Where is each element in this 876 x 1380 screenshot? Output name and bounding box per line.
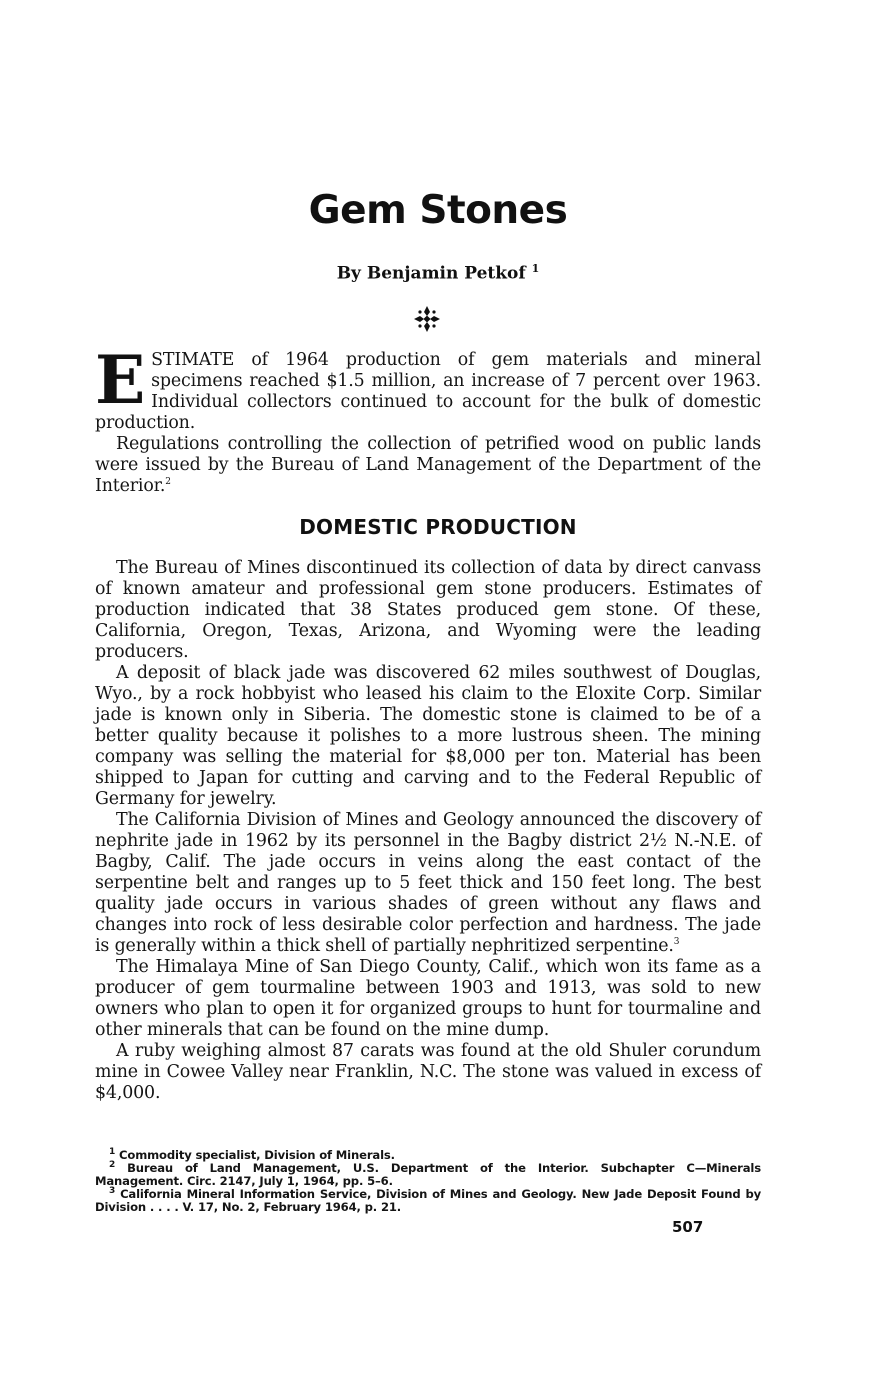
intro-section (95, 341, 761, 497)
body-paragraph-3 (95, 810, 761, 957)
section-heading: DOMESTIC PRODUCTION (299, 515, 577, 539)
cross-ornament-icon (414, 306, 440, 332)
body-paragraph-4: The Himalaya Mine of San Diego County, Calif., which won its fame as a producer of gem tourmaline between 1903 and 1913, was sold to new owners who plan to open it for organized groups to hunt for tourmaline and other minerals that can be found on the mine dump. (95, 957, 761, 1040)
byline (0, 262, 876, 284)
intro-paragraph-1-text: STIMATE of 1964 production of gem materials and mineral specimens reached $1.5 million, an increase of 7 percent over 1963. Individual collectors continued to account for the bulk of domestic production. (95, 350, 761, 433)
page-number: 507 (672, 1218, 704, 1236)
footnote-number: 2 (109, 1160, 116, 1171)
body-paragraph-3-text: The California Division of Mines and Geology announced the discovery of nephrite jade in 1962 by its personnel in the Bagby district 2½ N.-N.E. of Bagby, Calif. The jade occurs in veins along the east contact of the serpentine belt and ranges up to 5 feet thick and 150 feet long. The best quality jade occurs in various shades of green without any flaws and changes into rock of less desirable color perfection and hardness. The jade is generally within a thick shell of partially nephritized serpentine. (95, 810, 761, 956)
intro-paragraph-1 (95, 341, 761, 434)
footnote-text: Bureau of Land Management, U.S. Department of the Interior. Subchapter C—Minerals Management. Circ. 2147, July 1, 1964, pp. 5–6. (95, 1161, 761, 1188)
footnote-marker-3: 3 (673, 937, 680, 948)
footnote-number: 3 (109, 1186, 116, 1197)
article-title: Gem Stones (308, 188, 568, 233)
byline-footnote-marker: 1 (531, 262, 540, 275)
drop-cap: E (95, 341, 146, 419)
body-paragraph-2: A deposit of black jade was discovered 62 miles southwest of Douglas, Wyo., by a rock hobbyist who leased his claim to the Eloxite Corp. Similar jade is known only in Siberia. The domestic stone is claimed to be of a better quality because it polishes to a more lustrous sheen. The mining company was selling the material for $8,000 per ton. Material has been shipped to Japan for cutting and carving and to the Federal Republic of Germany for jewelry. (95, 663, 761, 809)
footnotes (95, 1149, 761, 1214)
intro-paragraph-2 (95, 434, 761, 497)
intro-paragraph-2-text: Regulations controlling the collection of petrified wood on public lands were issued by the Bureau of Land Management of the Department of the Interior. (95, 434, 761, 496)
body-paragraph-1: The Bureau of Mines discontinued its collection of data by direct canvass of known amateur and professional gem stone producers. Estimates of production indicated that 38 States produced gem stone. Of these, California, Oregon, Texas, Arizona, and Wyoming were the leading producers. (95, 558, 761, 662)
body-paragraph-5: A ruby weighing almost 87 carats was found at the old Shuler corundum mine in Cowee Valley near Franklin, N.C. The stone was valued in excess of $4,000. (95, 1041, 761, 1103)
footnote-number: 1 (109, 1147, 116, 1158)
footnote-3 (95, 1188, 761, 1214)
footnote-marker-2: 2 (165, 477, 171, 488)
footnote-2 (95, 1162, 761, 1188)
footnote-text: California Mineral Information Service, Division of Mines and Geology. New Jade Deposit Found by Division . . . . V. 17, No. 2, February 1964, p. 21. (95, 1187, 762, 1214)
byline-text: By Benjamin Petkof (336, 263, 526, 284)
footnote-text: Commodity specialist, Division of Minerals. (119, 1148, 395, 1162)
section-body (95, 558, 761, 1104)
